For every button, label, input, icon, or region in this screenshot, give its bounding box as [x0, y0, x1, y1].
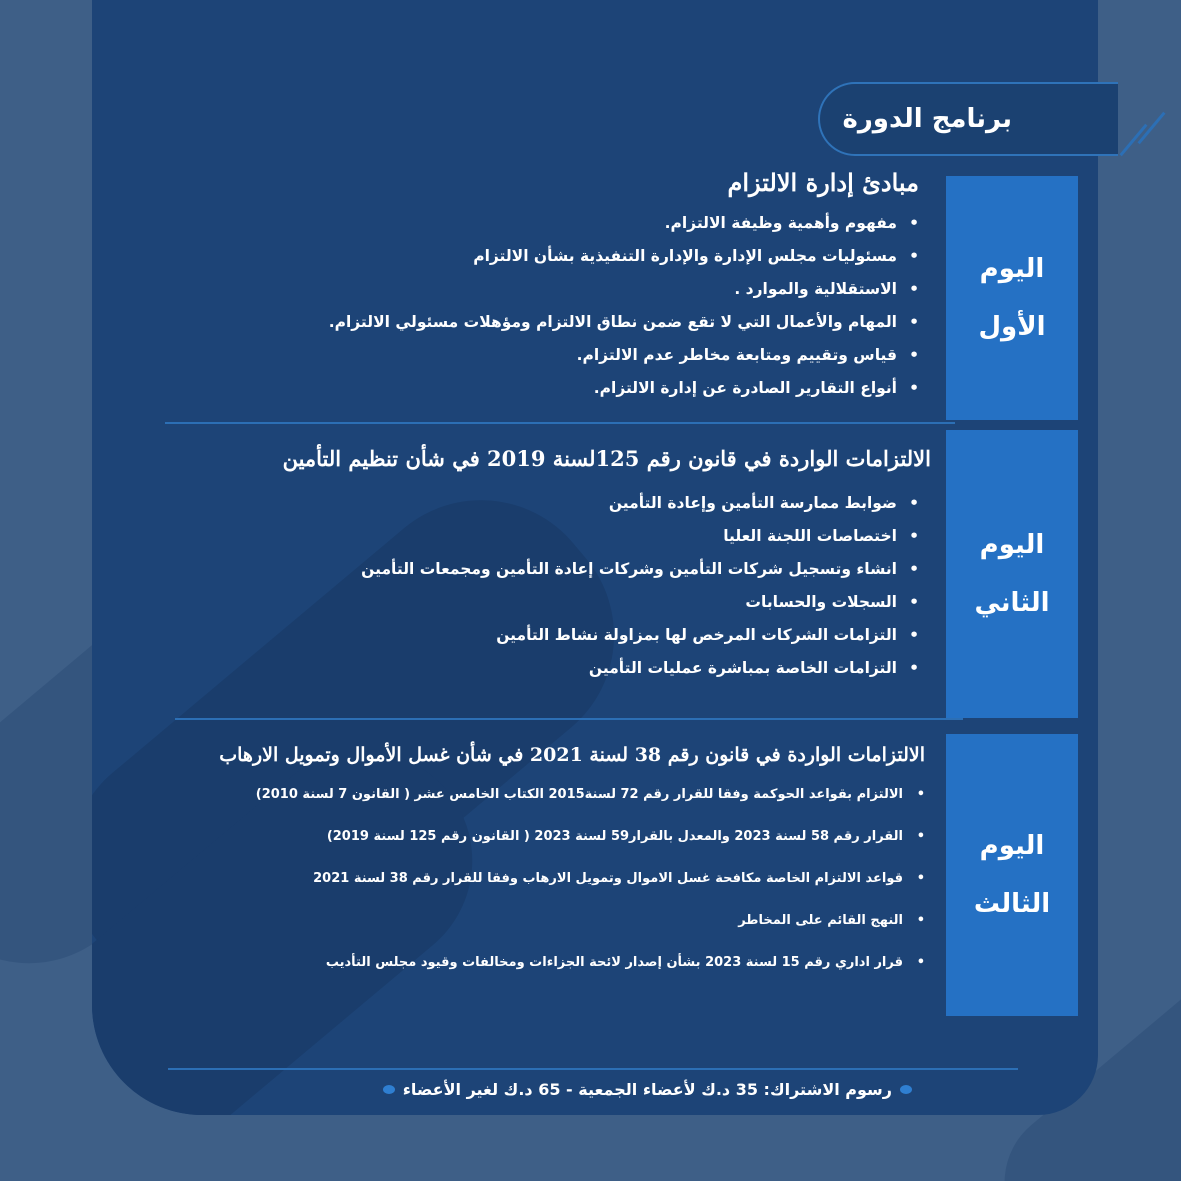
list-item: • قياس وتقييم ومتابعة مخاطر عدم الالتزام.: [159, 339, 919, 372]
day-two-section: [161, 446, 931, 685]
list-item: • ضوابط ممارسة التأمين وإعادة التأمين: [161, 487, 919, 520]
list-item: • قواعد الالتزام الخاصة مكافحة غسل الاموال وتمويل الارهاب وفقا للقرار رقم 38 لسنة 2021: [95, 858, 925, 900]
dot-icon: [383, 1085, 395, 1094]
list-item: • أنواع التقارير الصادرة عن إدارة الالتزام.: [159, 372, 919, 405]
day-two-list: [161, 487, 931, 685]
day-three-heading: الالتزامات الواردة في قانون رقم 38 لسنة 2021 في شأن غسل الأموال وتمويل الارهاب: [219, 744, 925, 766]
fee-text: رسوم الاشتراك: 35 د.ك لأعضاء الجمعية - 65 د.ك لغير الأعضاء: [402, 1080, 892, 1099]
day-one-box: [946, 176, 1078, 420]
day-one-label-line1: اليوم: [979, 254, 1045, 284]
day-three-section: [95, 744, 925, 984]
footer-divider: [168, 1068, 1018, 1070]
day-three-label-line1: اليوم: [979, 831, 1045, 861]
fee-row: [232, 1080, 912, 1099]
list-item: • قرار اداري رقم 15 لسنة 2023 بشأن إصدار لائحة الجزاءات ومخالفات وقيود مجلس التأديب: [95, 942, 925, 984]
dot-icon: [900, 1085, 912, 1094]
list-item: • النهج القائم على المخاطر: [95, 900, 925, 942]
day-two-box: [946, 430, 1078, 718]
list-item: • مسئوليات مجلس الإدارة والإدارة التنفيذية بشأن الالتزام: [159, 240, 919, 273]
list-item: • الاستقلالية والموارد .: [159, 273, 919, 306]
list-item: • القرار رقم 58 لسنة 2023 والمعدل بالقرار59 لسنة 2023 ( القانون رقم 125 لسنة 2019): [95, 816, 925, 858]
page-title: برنامج الدورة: [842, 104, 1012, 134]
list-item: • السجلات والحسابات: [161, 586, 919, 619]
title-pill: [818, 82, 1118, 156]
section-divider: [165, 422, 955, 424]
section-divider: [175, 718, 963, 720]
day-one-label-line2: الأول: [978, 312, 1046, 342]
day-three-label-line2: الثالث: [973, 889, 1051, 919]
list-item: • التزامات الشركات المرخص لها بمزاولة نشاط التأمين: [161, 619, 919, 652]
day-two-label-line1: اليوم: [979, 530, 1045, 560]
list-item: • اختصاصات اللجنة العليا: [161, 520, 919, 553]
list-item: • الالتزام بقواعد الحوكمة وفقا للقرار رقم 72 لسنة2015 الكتاب الخامس عشر ( القانون 7 لسنة 2010): [95, 774, 925, 816]
day-one-heading: مبادئ إدارة الالتزام: [727, 168, 919, 197]
list-item: • انشاء وتسجيل شركات التأمين وشركات إعادة التأمين ومجمعات التأمين: [161, 553, 919, 586]
day-one-list: [159, 207, 919, 405]
day-three-box: [946, 734, 1078, 1016]
day-one-section: [159, 168, 919, 405]
day-two-label-line2: الثاني: [974, 588, 1050, 618]
list-item: • المهام والأعمال التي لا تقع ضمن نطاق الالتزام ومؤهلات مسئولي الالتزام.: [159, 306, 919, 339]
list-item: • التزامات الخاصة بمباشرة عمليات التأمين: [161, 652, 919, 685]
day-three-list: [95, 774, 925, 984]
day-two-heading: الالتزامات الواردة في قانون رقم 125لسنة 2019 في شأن تنظيم التأمين: [282, 446, 931, 471]
list-item: • مفهوم وأهمية وظيفة الالتزام.: [159, 207, 919, 240]
